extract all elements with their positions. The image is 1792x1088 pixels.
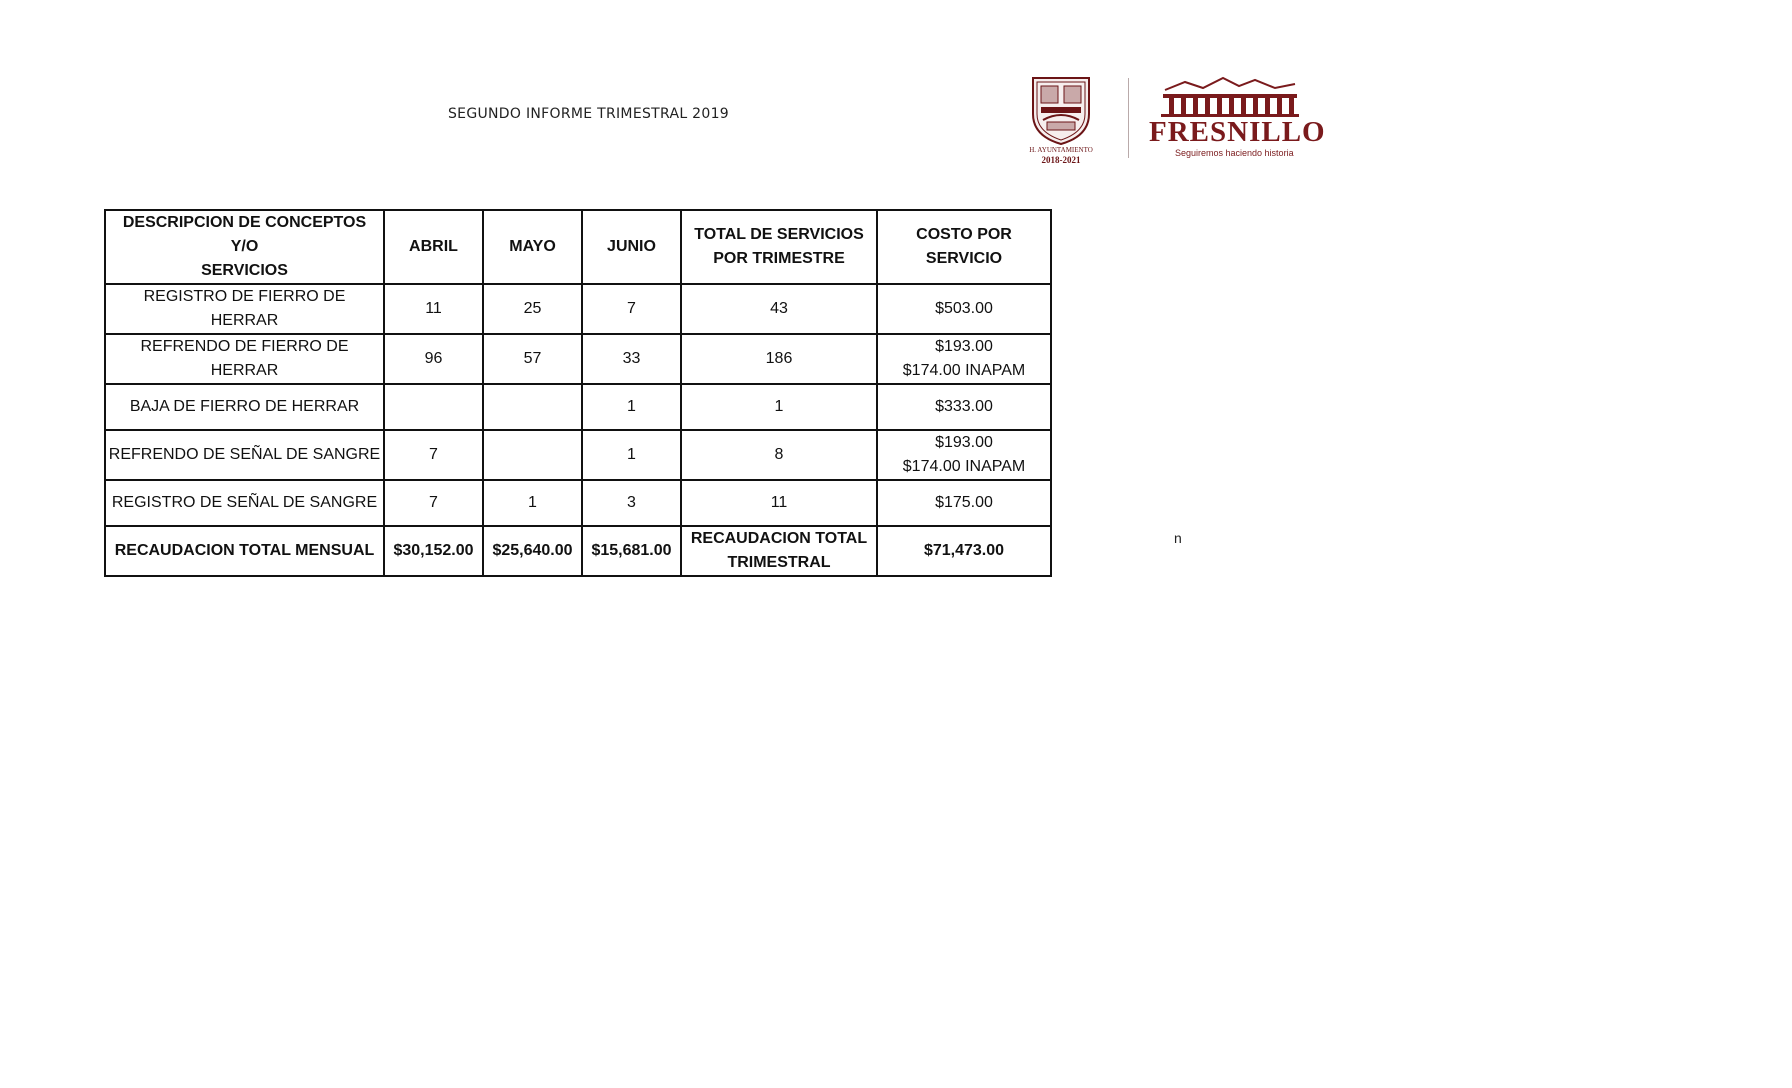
table-row bbox=[105, 384, 1051, 430]
seal-years: 2018-2021 bbox=[1041, 155, 1081, 165]
service-description bbox=[105, 384, 384, 430]
service-description-line-1: REFRENDO DE FIERRO DE bbox=[140, 338, 349, 355]
table-row bbox=[105, 284, 1051, 334]
header-quarter-total bbox=[681, 210, 877, 284]
report-title: SEGUNDO INFORME TRIMESTRAL 2019 bbox=[448, 106, 730, 122]
table-row bbox=[105, 334, 1051, 384]
municipal-seal-icon bbox=[1025, 74, 1097, 164]
service-description bbox=[105, 334, 384, 384]
service-cost-line-2: $174.00 INAPAM bbox=[902, 458, 1026, 475]
may-count: 57 bbox=[483, 334, 582, 384]
service-description-line-1: BAJA DE FIERRO DE HERRAR bbox=[129, 398, 360, 415]
logo-header bbox=[1025, 70, 1325, 165]
april-count: 7 bbox=[384, 480, 483, 526]
building-icon bbox=[1155, 76, 1305, 118]
service-description bbox=[105, 430, 384, 480]
header-description bbox=[105, 210, 384, 284]
may-total: $25,640.00 bbox=[483, 526, 582, 576]
may-count: 25 bbox=[483, 284, 582, 334]
quarter-total: 43 bbox=[681, 284, 877, 334]
header-cost-line-1: COSTO POR bbox=[916, 226, 1012, 243]
april-total: $30,152.00 bbox=[384, 526, 483, 576]
table-header-row bbox=[105, 210, 1051, 284]
service-cost-line-1: $175.00 bbox=[935, 494, 993, 511]
service-cost-line-1: $503.00 bbox=[935, 300, 993, 317]
header-quarter-total-line-2: POR TRIMESTRE bbox=[713, 250, 845, 267]
may-count bbox=[483, 430, 582, 480]
service-cost-line-2: $174.00 INAPAM bbox=[902, 362, 1026, 379]
header-description-line-1: DESCRIPCION DE CONCEPTOS Y/O bbox=[122, 214, 367, 255]
header-june: JUNIO bbox=[582, 210, 681, 284]
service-description-line-1: REGISTRO DE FIERRO DE HERRAR bbox=[143, 288, 346, 329]
service-description-line-1: REFRENDO DE SEÑAL DE SANGRE bbox=[108, 446, 381, 463]
totals-row bbox=[105, 526, 1051, 576]
service-cost bbox=[877, 284, 1051, 334]
table-row bbox=[105, 430, 1051, 480]
seal-caption: H. AYUNTAMIENTO bbox=[1029, 146, 1093, 154]
june-count: 33 bbox=[582, 334, 681, 384]
header-quarter-total-line-1: TOTAL DE SERVICIOS bbox=[694, 226, 864, 243]
service-cost bbox=[877, 384, 1051, 430]
quarter-total: 1 bbox=[681, 384, 877, 430]
quarter-total-label bbox=[681, 526, 877, 576]
may-count: 1 bbox=[483, 480, 582, 526]
june-count: 7 bbox=[582, 284, 681, 334]
service-cost bbox=[877, 430, 1051, 480]
service-description bbox=[105, 480, 384, 526]
june-total: $15,681.00 bbox=[582, 526, 681, 576]
services-table bbox=[104, 209, 1052, 577]
brand-name: FRESNILLO bbox=[1149, 116, 1326, 148]
service-description-line-1: REGISTRO DE SEÑAL DE SANGRE bbox=[111, 494, 378, 511]
stray-mark: n bbox=[1174, 530, 1182, 546]
may-count bbox=[483, 384, 582, 430]
service-cost bbox=[877, 480, 1051, 526]
header-cost-line-2: SERVICIO bbox=[925, 250, 1003, 267]
service-description-line-2: HERRAR bbox=[210, 362, 279, 379]
table-row bbox=[105, 480, 1051, 526]
logo-divider bbox=[1128, 78, 1129, 158]
brand-tagline: Seguiremos haciendo historia bbox=[1175, 148, 1294, 158]
service-cost-line-1: $193.00 bbox=[935, 434, 993, 451]
header-cost bbox=[877, 210, 1051, 284]
monthly-total-label: RECAUDACION TOTAL MENSUAL bbox=[105, 526, 384, 576]
april-count bbox=[384, 384, 483, 430]
april-count: 7 bbox=[384, 430, 483, 480]
june-count: 1 bbox=[582, 384, 681, 430]
service-cost-line-1: $333.00 bbox=[935, 398, 993, 415]
service-cost bbox=[877, 334, 1051, 384]
service-cost-line-1: $193.00 bbox=[935, 338, 993, 355]
april-count: 96 bbox=[384, 334, 483, 384]
header-may: MAYO bbox=[483, 210, 582, 284]
quarter-total: 186 bbox=[681, 334, 877, 384]
quarter-total-label-line-2: TRIMESTRAL bbox=[727, 554, 831, 571]
service-description bbox=[105, 284, 384, 334]
quarter-total: 11 bbox=[681, 480, 877, 526]
header-description-line-2: SERVICIOS bbox=[201, 262, 288, 279]
april-count: 11 bbox=[384, 284, 483, 334]
header-april: ABRIL bbox=[384, 210, 483, 284]
quarter-total: 8 bbox=[681, 430, 877, 480]
quarter-total-amount: $71,473.00 bbox=[877, 526, 1051, 576]
june-count: 1 bbox=[582, 430, 681, 480]
june-count: 3 bbox=[582, 480, 681, 526]
quarter-total-label-line-1: RECAUDACION TOTAL bbox=[690, 530, 868, 547]
